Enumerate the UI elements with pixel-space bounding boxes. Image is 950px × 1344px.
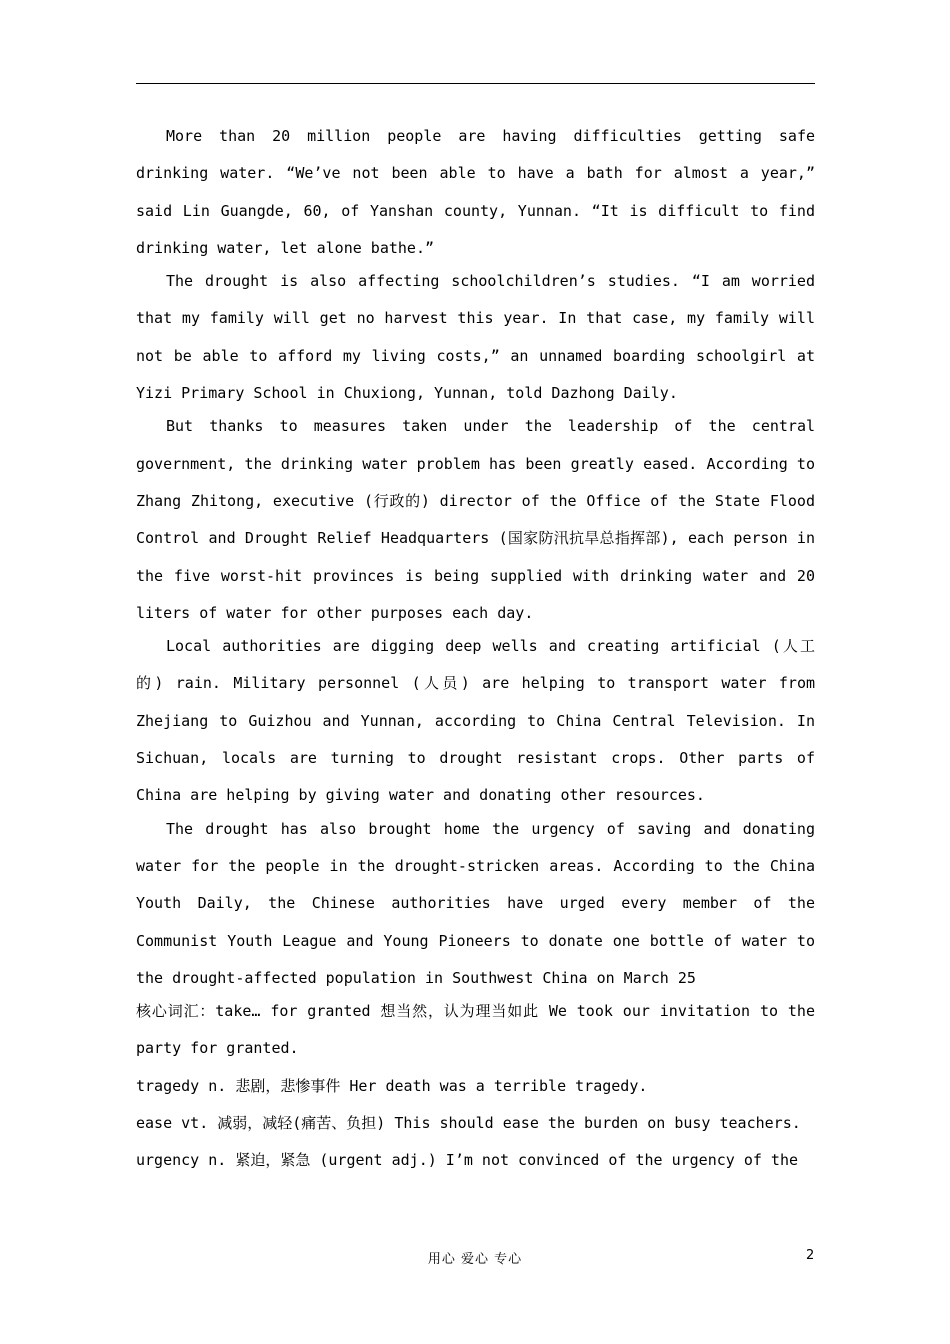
body-text bbox=[136, 118, 815, 1180]
vocab-entry: tragedy n. 悲剧，悲惨事件 Her death was a terrible tragedy. bbox=[136, 1076, 648, 1095]
paragraph: More than 20 million people are having difficulties getting safe drinking water. “We’ve not been able to have a bath for almost a year,” said Lin Guangde, 60, of Yanshan county, Yunnan. “It is difficult to find drinking water, let alone bathe.” bbox=[136, 127, 815, 257]
paragraph: The drought has also brought home the urgency of saving and donating water for the people in the drought-stricken areas. According to the China Youth Daily, the Chinese authorities have urged every member of the Communist Youth League and Young Pioneers to donate one bottle of water to the drought-affected population in Southwest China on March 25 bbox=[136, 819, 815, 987]
vocab-entry: urgency n. 紧迫，紧急 (urgent adj.) I’m not convinced of the urgency of the bbox=[136, 1151, 799, 1170]
vocab-entry: 核心词汇：take… for granted 想当然，认为理当如此 We took our invitation to the party for granted. bbox=[136, 1002, 815, 1058]
paragraph: Local authorities are digging deep wells and creating artificial (人工的) rain. Military personnel (人员) are helping to transport water from Zhejiang to Guizhou and Yunnan, according to China Central Television. In Sichuan, locals are turning to drought resistant crops. Other parts of China are helping by giving water and donating other resources. bbox=[136, 637, 815, 805]
vocab-entry: ease vt. 减弱，减轻(痛苦、负担) This should ease the burden on busy teachers. bbox=[136, 1114, 801, 1133]
paragraph: The drought is also affecting schoolchildren’s studies. “I am worried that my family will get no harvest this year. In that case, my family will not be able to afford my living costs,” an unnamed boarding schoolgirl at Yizi Primary School in Chuxiong, Yunnan, told Dazhong Daily. bbox=[136, 272, 815, 403]
paragraph: But thanks to measures taken under the leadership of the central government, the drinking water problem has been greatly eased. According to Zhang Zhitong, executive (行政的) director of the Office of the State Flood Control and Drought Relief Headquarters (国家防汛抗旱总指挥部), each person in the five worst-hit provinces is being supplied with drinking water and 20 liters of water for other purposes each day. bbox=[136, 417, 815, 622]
page-number: 2 bbox=[806, 1248, 815, 1263]
footer-motto: 用心 爱心 专心 bbox=[427, 1252, 523, 1267]
header-rule bbox=[136, 83, 815, 84]
